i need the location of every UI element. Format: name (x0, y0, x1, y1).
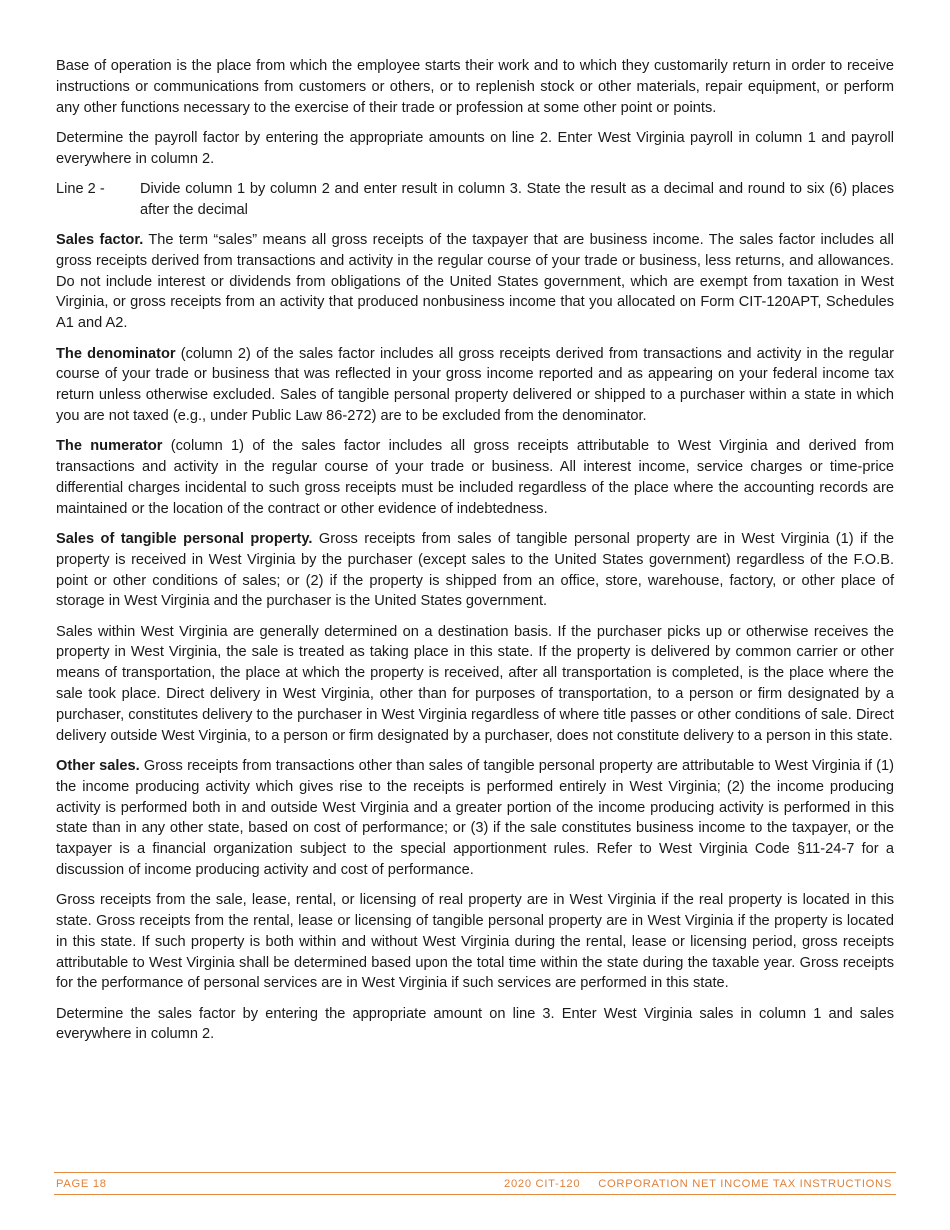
paragraph-sales-factor (56, 230, 894, 334)
numerator-heading: The numerator (56, 438, 163, 455)
paragraph-base-of-operation: Base of operation is the place from which the employee starts their work and to which they customarily return in order to receive instructions or communications from customers or others, or to replenish stock or other materials, repair equipment, or perform any other functions necessary to the exercise of their trade or profession at some other point or points. (56, 58, 894, 116)
paragraph-denominator (56, 344, 894, 427)
paragraph-destination-basis: Sales within West Virginia are generally determined on a destination basis. If the purchaser picks up or otherwise receives the property in West Virginia, the sale is treated as taking place in this state. If the property is delivered by common carrier or other means of transportation, the place at which the property is received, after all transportation is completed, is the place where the sale took place. Direct delivery in West Virginia, other than for purposes of transportation, to a person or firm designated by a purchaser, constitutes delivery to the purchaser in West Virginia regardless of where title passes or other conditions of sale. Direct delivery outside West Virginia, to a person or firm designated by a purchaser, does not constitute delivery to a person in this state. (56, 623, 894, 744)
denominator-heading: The denominator (56, 345, 176, 362)
page-footer (54, 1172, 896, 1195)
paragraph-tangible-property (56, 529, 894, 612)
footer-page-number: PAGE 18 (56, 1177, 107, 1190)
paragraph-other-sales (56, 756, 894, 881)
tangible-property-heading: Sales of tangible personal property. (56, 530, 313, 547)
other-sales-heading: Other sales. (56, 757, 140, 774)
footer-title-text: CORPORATION NET INCOME TAX INSTRUCTIONS (598, 1177, 892, 1190)
paragraph-real-property: Gross receipts from the sale, lease, rental, or licensing of real property are in West Virginia if the real property is located in this state. Gross receipts from the rental, lease or licensing of tangible personal property are in West Virginia if the property is located in this state. If such property is both within and without West Virginia during the rental, lease or licensing period, gross receipts attributable to West Virginia shall be determined based upon the total time within the state during the taxable year. Gross receipts for the performance of personal services are in West Virginia if such services are performed in this state. (56, 892, 894, 992)
paragraph-payroll-determine: Determine the payroll factor by entering the appropriate amounts on line 2. Enter West Virginia payroll in column 1 and payroll everywhere in column 2. (56, 129, 894, 167)
footer-document-title (500, 1178, 896, 1190)
paragraph-sales-determine: Determine the sales factor by entering the appropriate amount on line 3. Enter West Virginia sales in column 1 and sales everywhere in column 2. (56, 1005, 894, 1043)
paragraph-numerator (56, 436, 894, 519)
sales-factor-text: The term “sales” means all gross receipts of the taxpayer that are business income. The sales factor includes all gross receipts derived from transactions and activity in the regular course of your trade or business, less returns, and allowances. Do not include interest or dividends from obligations of the United States government, which are exempt from taxation in West Virginia, or gross receipts from an activity that produced nonbusiness income that you allocated on Form CIT-120APT, Schedules A1 and A2. (56, 232, 894, 332)
line-2-instruction (56, 179, 894, 221)
numerator-text: (column 1) of the sales factor includes all gross receipts attributable to West Virginia and derived from transactions and activity in the regular course of your trade or business. All interest income, service charges or time-price differential charges incidental to such gross receipts must be included regardless of the place where the accounting records are maintained or the location of the contract or other evidence of indebtedness. (56, 438, 894, 517)
line-2-text: Divide column 1 by column 2 and enter result in column 3. State the result as a decimal and round to six (6) places after the decimal (140, 180, 894, 218)
line-2-label: Line 2 - (56, 180, 105, 197)
sales-factor-heading: Sales factor. (56, 232, 144, 249)
body-content (56, 56, 894, 1055)
denominator-text: (column 2) of the sales factor includes all gross receipts derived from transactions and activity in the regular course of your trade or business that was reflected in your gross income reported and as appearing on your federal income tax return unless otherwise excluded. Sales of tangible personal property delivered or shipped to a purchaser within a state in which you are not taxed (e.g., under Public Law 86-272) are to be excluded from the denominator. (56, 345, 894, 424)
footer-form-code: 2020 CIT-120 (504, 1177, 581, 1190)
tangible-property-text: Gross receipts from sales of tangible personal property are in West Virginia (1) if the property is received in West Virginia by the purchaser (except sales to the United States government) regardless of the F.O.B. point or other conditions of sales; or (2) if the property is shipped from an office, store, warehouse, factory, or other place of storage in West Virginia and the purchaser is the United States government. (56, 530, 894, 610)
other-sales-text: Gross receipts from transactions other than sales of tangible personal property are attributable to West Virginia if (1) the income producing activity which gives rise to the receipts is performed entirely in West Virginia; (2) the income producing activity is performed both in and outside West Virginia and a greater portion of the income producing activity is performed in this state than in any other state, based on cost of performance; or (3) if the sale constitutes business income to the taxpayer, or the taxpayer is a financial organization subject to the special apportionment rules. Refer to West Virginia Code §11-24-7 for a discussion of income producing activity and cost of performance. (56, 757, 894, 878)
